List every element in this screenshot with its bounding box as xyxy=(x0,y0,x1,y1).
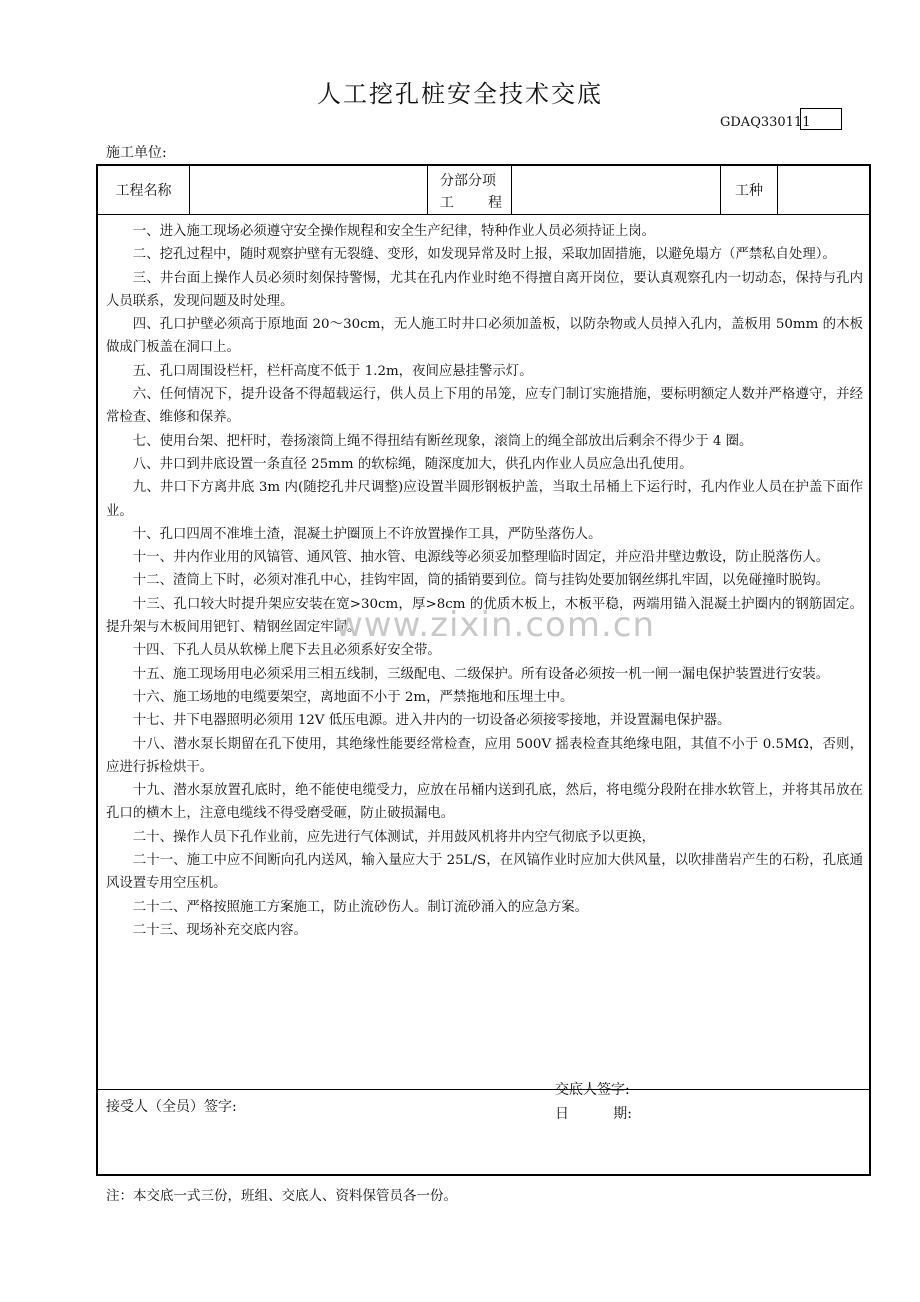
safety-item: 八、井口到井底设置一条直径 25mm 的软棕绳，随深度加大，供孔内作业人员应急出孔使用。 xyxy=(132,456,693,472)
safety-item: 十五、施工现场用电必须采用三相五线制，三级配电、二级保护。所有设备必须按一机一闸一漏电保护装置进行安装。 xyxy=(132,666,830,682)
safety-item: 十三、孔口较大时提升架应安装在宽>30cm，厚>8cm 的优质木板上，木板平稳，两端用锚入混凝土护圈内的钢筋固定。提升架与木板间用钯钉、精钢丝固定牢固。 xyxy=(106,596,863,636)
safety-item: 十八、潜水泵长期留在孔下使用，其绝缘性能要经常检查，应用 500V 摇表检查其绝缘电阻，其值不小于 0.5MΩ，否则，应进行拆检烘干。 xyxy=(106,736,863,775)
sub-project-label xyxy=(428,166,512,214)
disclosure-form xyxy=(96,164,871,1176)
safety-item: 六、任何情况下，提升设备不得超载运行，供人员上下用的吊笼，应专门制订实施措施，要标明额定人数并严格遵守，并经常检查、维修和保养。 xyxy=(106,387,863,426)
date-label: 日 期: xyxy=(555,1106,632,1122)
safety-item: 二十二、严格按照施工方案施工，防止流砂伤人。制订流砂涌入的应急方案。 xyxy=(132,899,589,915)
signature-block xyxy=(555,1078,632,1126)
trade-field[interactable] xyxy=(778,166,869,214)
safety-item: 二十、操作人员下孔作业前，应先进行气体测试，并用鼓风机将井内空气彻底予以更换， xyxy=(132,829,656,845)
safety-items-list xyxy=(106,220,863,942)
discloser-signature-label: 交底人签字: xyxy=(555,1082,630,1098)
sub-project-field[interactable] xyxy=(512,166,721,214)
sub-project-label-line1: 分部分项 xyxy=(440,173,496,189)
code-suffix-box[interactable] xyxy=(800,108,842,130)
safety-item: 十四、下孔人员从软梯上爬下去且必须系好安全带。 xyxy=(132,643,441,659)
safety-item: 二十一、施工中应不间断向孔内送风，输入量应大于 25L/S，在风镐作业时应加大供风量，以吹排凿岩产生的石粉，孔底通风设置专用空压机。 xyxy=(106,853,863,892)
safety-item: 九、井口下方离井底 3m 内(随挖孔井尺调整)应设置半圆形钢板护盖，当取土吊桶上下运行时，孔内作业人员在护盖下面作业。 xyxy=(106,480,863,519)
document-title: 人工挖孔桩安全技术交底 xyxy=(317,80,603,108)
safety-item: 十一、井内作业用的风镐管、通风管、抽水管、电源线等必须妥加整理临时固定，并应沿井壁边敷设，防止脱落伤人。 xyxy=(132,550,830,566)
safety-item: 十七、井下电器照明必须用 12V 低压电源。进入井内的一切设备必须接零接地，并设置漏电保护器。 xyxy=(132,713,731,729)
footnote: 注：本交底一式三份，班组、交底人、资料保管员各一份。 xyxy=(106,1188,457,1204)
sub-project-label-line2: 工 程 xyxy=(440,195,502,211)
trade-label: 工种 xyxy=(721,166,778,214)
safety-item: 七、使用台架、把杆时，卷扬滚筒上绳不得扭结有断丝现象，滚筒上的绳全部放出后剩余不得少于 4 圈。 xyxy=(132,433,753,449)
project-name-field[interactable] xyxy=(190,166,428,214)
safety-item: 十、孔口四周不准堆土渣，混凝土护圈顶上不许放置操作工具，严防坠落伤人。 xyxy=(132,526,602,542)
watermark: www.zixin.com.cn xyxy=(335,605,655,645)
safety-item: 五、孔口周围设栏杆，栏杆高度不低于 1.2m，夜间应悬挂警示灯。 xyxy=(132,363,533,379)
safety-item: 三、井台面上操作人员必须时刻保持警惕，尤其在孔内作业时绝不得擅自离开岗位，要认真观察孔内一切动态，保持与孔内人员联系，发现问题及时处理。 xyxy=(106,270,863,309)
safety-item: 十二、渣筒上下时，必须对准孔中心，挂钩牢固，筒的插销要到位。筒与挂钩处要加钢丝绑扎牢固，以免碰撞时脱钩。 xyxy=(132,573,830,589)
safety-item: 二、挖孔过程中，随时观察护壁有无裂缝、变形，如发现异常及时上报，采取加固措施，以避免塌方（严禁私自处理）。 xyxy=(132,247,836,263)
safety-item: 一、进入施工现场必须遵守安全操作规程和安全生产纪律，特种作业人员必须持证上岗。 xyxy=(132,224,656,239)
safety-item: 十六、施工场地的电缆要架空，离地面不小于 2m，严禁拖地和压埋土中。 xyxy=(132,689,574,705)
safety-item: 十九、潜水泵放置孔底时，绝不能使电缆受力，应放在吊桶内送到孔底，然后，将电缆分段附在排水软管上，并将其吊放在孔口的横木上，注意电缆线不得受磨受砸，防止破损漏电。 xyxy=(106,783,863,822)
project-name-label: 工程名称 xyxy=(98,166,190,214)
document-code: GDAQ330111 xyxy=(720,115,811,130)
safety-item: 四、孔口护壁必须高于原地面 20～30cm，无人施工时井口必须加盖板，以防杂物或人员掉入孔内，盖板用 50mm 的木板做成门板盖在洞口上。 xyxy=(106,317,863,356)
safety-item: 二十三、现场补充交底内容。 xyxy=(132,922,307,938)
construction-unit-label: 施工单位: xyxy=(106,145,167,161)
receiver-signature-label: 接受人（全员）签字: xyxy=(106,1099,237,1115)
header-row xyxy=(98,166,869,215)
